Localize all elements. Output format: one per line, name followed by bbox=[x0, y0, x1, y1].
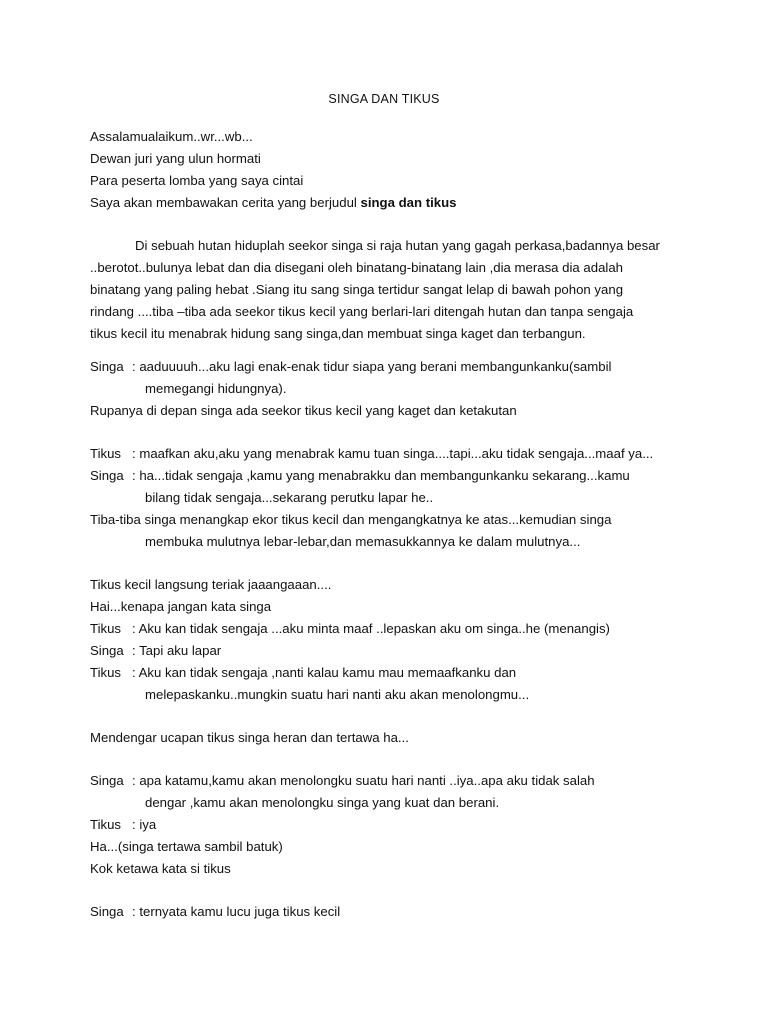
opening-line: Assalamualaikum..wr...wb... bbox=[90, 129, 253, 144]
speaker: Tikus bbox=[90, 665, 122, 680]
dialogue-line bbox=[90, 901, 730, 923]
dialogue-continuation: melepaskanku..mungkin suatu hari nanti aku akan menolongmu... bbox=[145, 687, 530, 702]
narration-line: Mendengar ucapan tikus singa heran dan tertawa ha... bbox=[90, 730, 409, 745]
dialogue-line bbox=[90, 443, 730, 465]
narration-line: Ha...(singa tertawa sambil batuk) bbox=[90, 839, 283, 854]
dialogue-text: : Aku kan tidak sengaja ...aku minta maaf ..lepaskan aku om singa..he (menangis) bbox=[132, 621, 610, 636]
dialogue-line bbox=[90, 640, 730, 662]
dialogue-line bbox=[90, 618, 730, 640]
narration-line: Rupanya di depan singa ada seekor tikus kecil yang kaget dan ketakutan bbox=[90, 403, 517, 418]
opening-line: Dewan juri yang ulun hormati bbox=[90, 151, 261, 166]
intro-text: Saya akan membawakan cerita yang berjudul bbox=[90, 195, 361, 210]
dialogue-continuation: bilang tidak sengaja...sekarang perutku lapar he.. bbox=[145, 490, 434, 505]
speaker: Tikus bbox=[90, 446, 122, 461]
paragraph-line: binatang yang paling hebat .Siang itu sang singa tertidur sangat lelap di bawah pohon yang bbox=[90, 282, 624, 297]
dialogue-line bbox=[90, 662, 730, 684]
document-title: SINGA DAN TIKUS bbox=[328, 92, 440, 106]
intro-line bbox=[90, 192, 730, 214]
dialogue-continuation: dengar ,kamu akan menolongku singa yang kuat dan berani. bbox=[145, 795, 500, 810]
dialogue-text: : maafkan aku,aku yang menabrak kamu tuan singa....tapi...aku tidak sengaja...maaf ya... bbox=[132, 446, 654, 461]
speaker: Tikus bbox=[90, 817, 122, 832]
narration-line: Tiba-tiba singa menangkap ekor tikus kecil dan mengangkatnya ke atas...kemudian singa bbox=[90, 512, 612, 527]
dialogue-line bbox=[90, 465, 730, 487]
dialogue-line bbox=[90, 770, 730, 792]
speaker: Singa bbox=[90, 359, 124, 374]
narration-line: Tikus kecil langsung teriak jaaangaaan.... bbox=[90, 577, 332, 592]
dialogue-text: : apa katamu,kamu akan menolongku suatu hari nanti ..iya..apa aku tidak salah bbox=[132, 773, 595, 788]
dialogue-line bbox=[90, 356, 730, 378]
narration-line: Hai...kenapa jangan kata singa bbox=[90, 599, 272, 614]
dialogue-text: : Tapi aku lapar bbox=[132, 643, 222, 658]
dialogue-text: : ha...tidak sengaja ,kamu yang menabrakku dan membangunkanku sekarang...kamu bbox=[132, 468, 630, 483]
dialogue-text: : iya bbox=[132, 817, 157, 832]
dialogue-text: : aaduuuuh...aku lagi enak-enak tidur siapa yang berani membangunkanku(sambil bbox=[132, 359, 612, 374]
dialogue-text: : ternyata kamu lucu juga tikus kecil bbox=[132, 904, 341, 919]
paragraph-line: rindang ....tiba –tiba ada seekor tikus kecil yang berlari-lari ditengah hutan dan tanpa sengaja bbox=[90, 304, 634, 319]
paragraph-line: Di sebuah hutan hiduplah seekor singa si raja hutan yang gagah perkasa,badannya besar bbox=[135, 238, 660, 253]
speaker: Singa bbox=[90, 643, 124, 658]
speaker: Tikus bbox=[90, 621, 122, 636]
paragraph-line: ..berotot..bulunya lebat dan dia disegani oleh binatang-binatang lain ,dia merasa dia adalah bbox=[90, 260, 624, 275]
opening-line: Para peserta lomba yang saya cintai bbox=[90, 173, 304, 188]
dialogue-continuation: memegangi hidungnya). bbox=[145, 381, 287, 396]
narration-line: Kok ketawa kata si tikus bbox=[90, 861, 231, 876]
speaker: Singa bbox=[90, 773, 124, 788]
narration-continuation: membuka mulutnya lebar-lebar,dan memasukkannya ke dalam mulutnya... bbox=[145, 534, 581, 549]
dialogue-text: : Aku kan tidak sengaja ,nanti kalau kamu mau memaafkanku dan bbox=[132, 665, 517, 680]
speaker: Singa bbox=[90, 904, 124, 919]
story-title-bold: singa dan tikus bbox=[360, 195, 457, 210]
speaker: Singa bbox=[90, 468, 124, 483]
dialogue-line bbox=[90, 814, 730, 836]
paragraph-line: tikus kecil itu menabrak hidung sang singa,dan membuat singa kaget dan terbangun. bbox=[90, 326, 586, 341]
